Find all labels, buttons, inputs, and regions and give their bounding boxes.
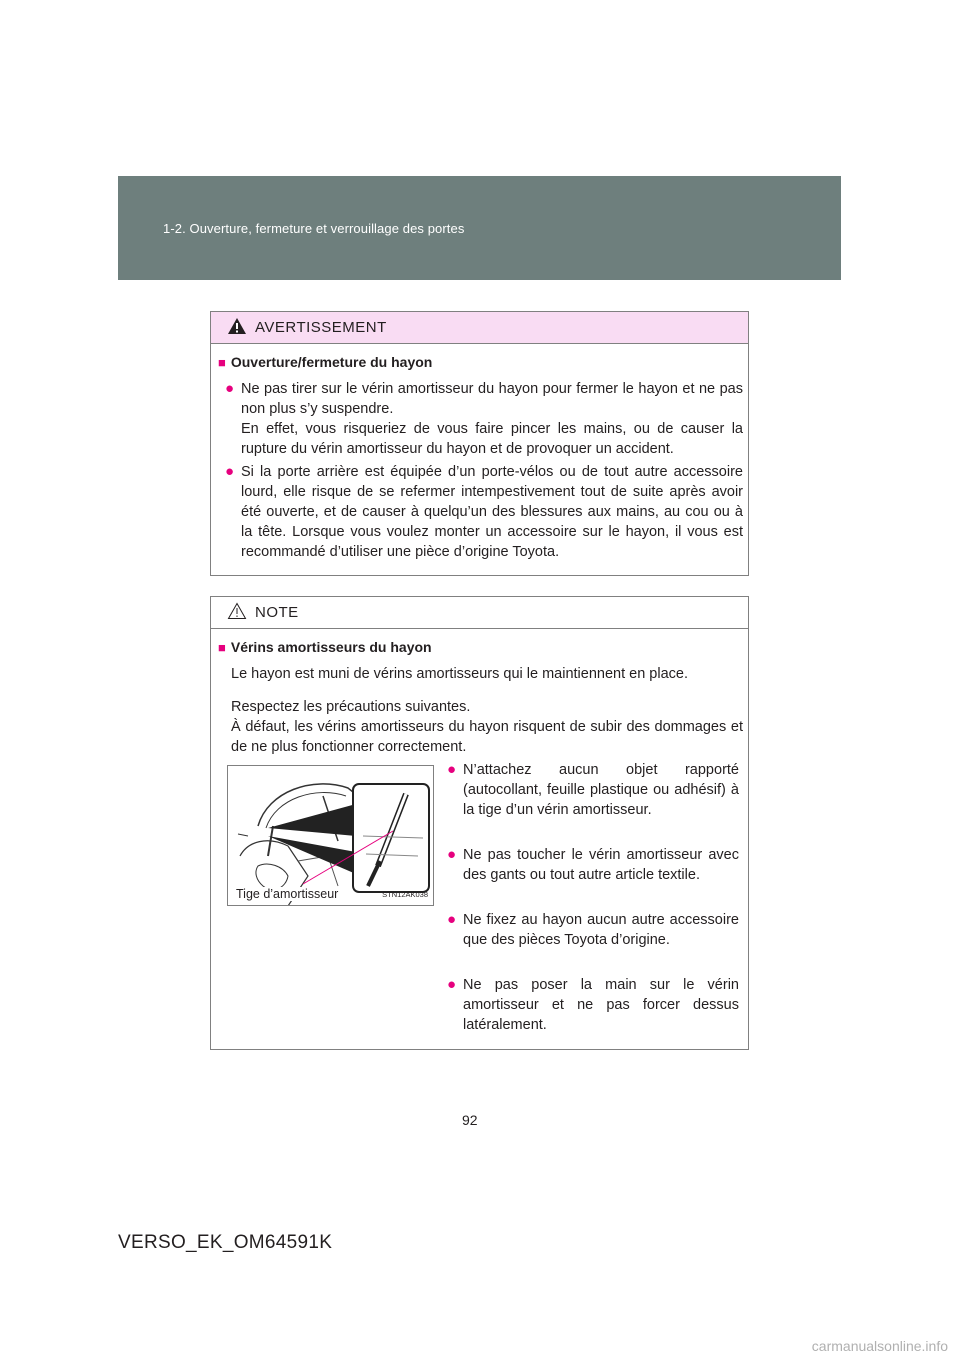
warning-section-title [218,354,432,370]
circle-bullet-icon: ● [225,463,235,480]
tailgate-drawing [228,766,434,906]
tailgate-damper-illustration [227,765,434,906]
warning-bullet-2: ● Si la porte arrière est équipée d’un porte-vélos ou de tout autre accessoire lourd, elle risque de se refermer intempestivement tout de suite après avoir été ouverte, et de causer à quelqu’un des blessures aux mains, au cou ou à la tête. Lorsque vous voulez monter un accessoire sur le hayon, il vous est recommandé d’utiliser une pièce d’origine Toyota. [225,463,743,560]
circle-bullet-icon: ● [447,976,457,993]
page-number: 92 [462,1112,478,1128]
warning-bullet-1: ● Ne pas tirer sur le vérin amortisseur du hayon pour fermer le hayon et ne pas non plus s’y suspendre. En effet, vous risqueriez de vous faire pincer les mains, ou de causer la rupture du vérin amortisseur du hayon et de provoquer un accident. [225,380,743,457]
note-paragraph-2: Respectez les précautions suivantes. À défaut, les vérins amortisseurs du hayon risquent de subir des dommages et de ne plus fonctionner correctement. [231,699,743,755]
circle-bullet-icon: ● [447,846,457,863]
square-bullet-icon: ■ [218,355,226,370]
warning-header [211,312,748,344]
document-code: VERSO_EK_OM64591K [118,1232,333,1253]
note-bullet-4: ● Ne pas poser la main sur le vérin amortisseur et ne pas forcer dessus latéralement. [447,976,739,1033]
circle-bullet-icon: ● [447,761,457,778]
illustration-caption: Tige d’amortisseur [236,887,339,901]
note-section-title [218,639,432,655]
circle-bullet-icon: ● [447,911,457,928]
warning-title-text: Ouverture/fermeture du hayon [230,354,433,370]
circle-bullet-icon: ● [225,380,235,397]
section-title: 1-2. Ouverture, fermeture et verrouillage des portes [163,221,465,236]
watermark: carmanualsonline.info [811,1338,948,1354]
illustration-code: STN12AK038 [382,890,428,899]
note-bullet-2: ● Ne pas toucher le vérin amortisseur avec des gants ou tout autre article textile. [447,846,739,883]
warning-triangle-icon [227,317,247,335]
note-label: NOTE [255,604,299,621]
square-bullet-icon: ■ [218,640,226,655]
caution-triangle-outline-icon [227,602,247,620]
note-title-text: Vérins amortisseurs du hayon [230,639,432,655]
warning-box [210,311,749,576]
note-paragraph-1: Le hayon est muni de vérins amortisseurs qui le maintiennent en place. [231,666,689,682]
note-header [211,597,748,629]
note-bullet-1: ● N’attachez aucun objet rapporté (autocollant, feuille plastique ou adhésif) à la tige d’un vérin amortisseur. [447,761,739,818]
note-box [210,596,749,1050]
note-bullet-3: ● Ne fixez au hayon aucun autre accessoire que des pièces Toyota d’origine. [447,911,739,948]
warning-label: AVERTISSEMENT [255,319,387,336]
